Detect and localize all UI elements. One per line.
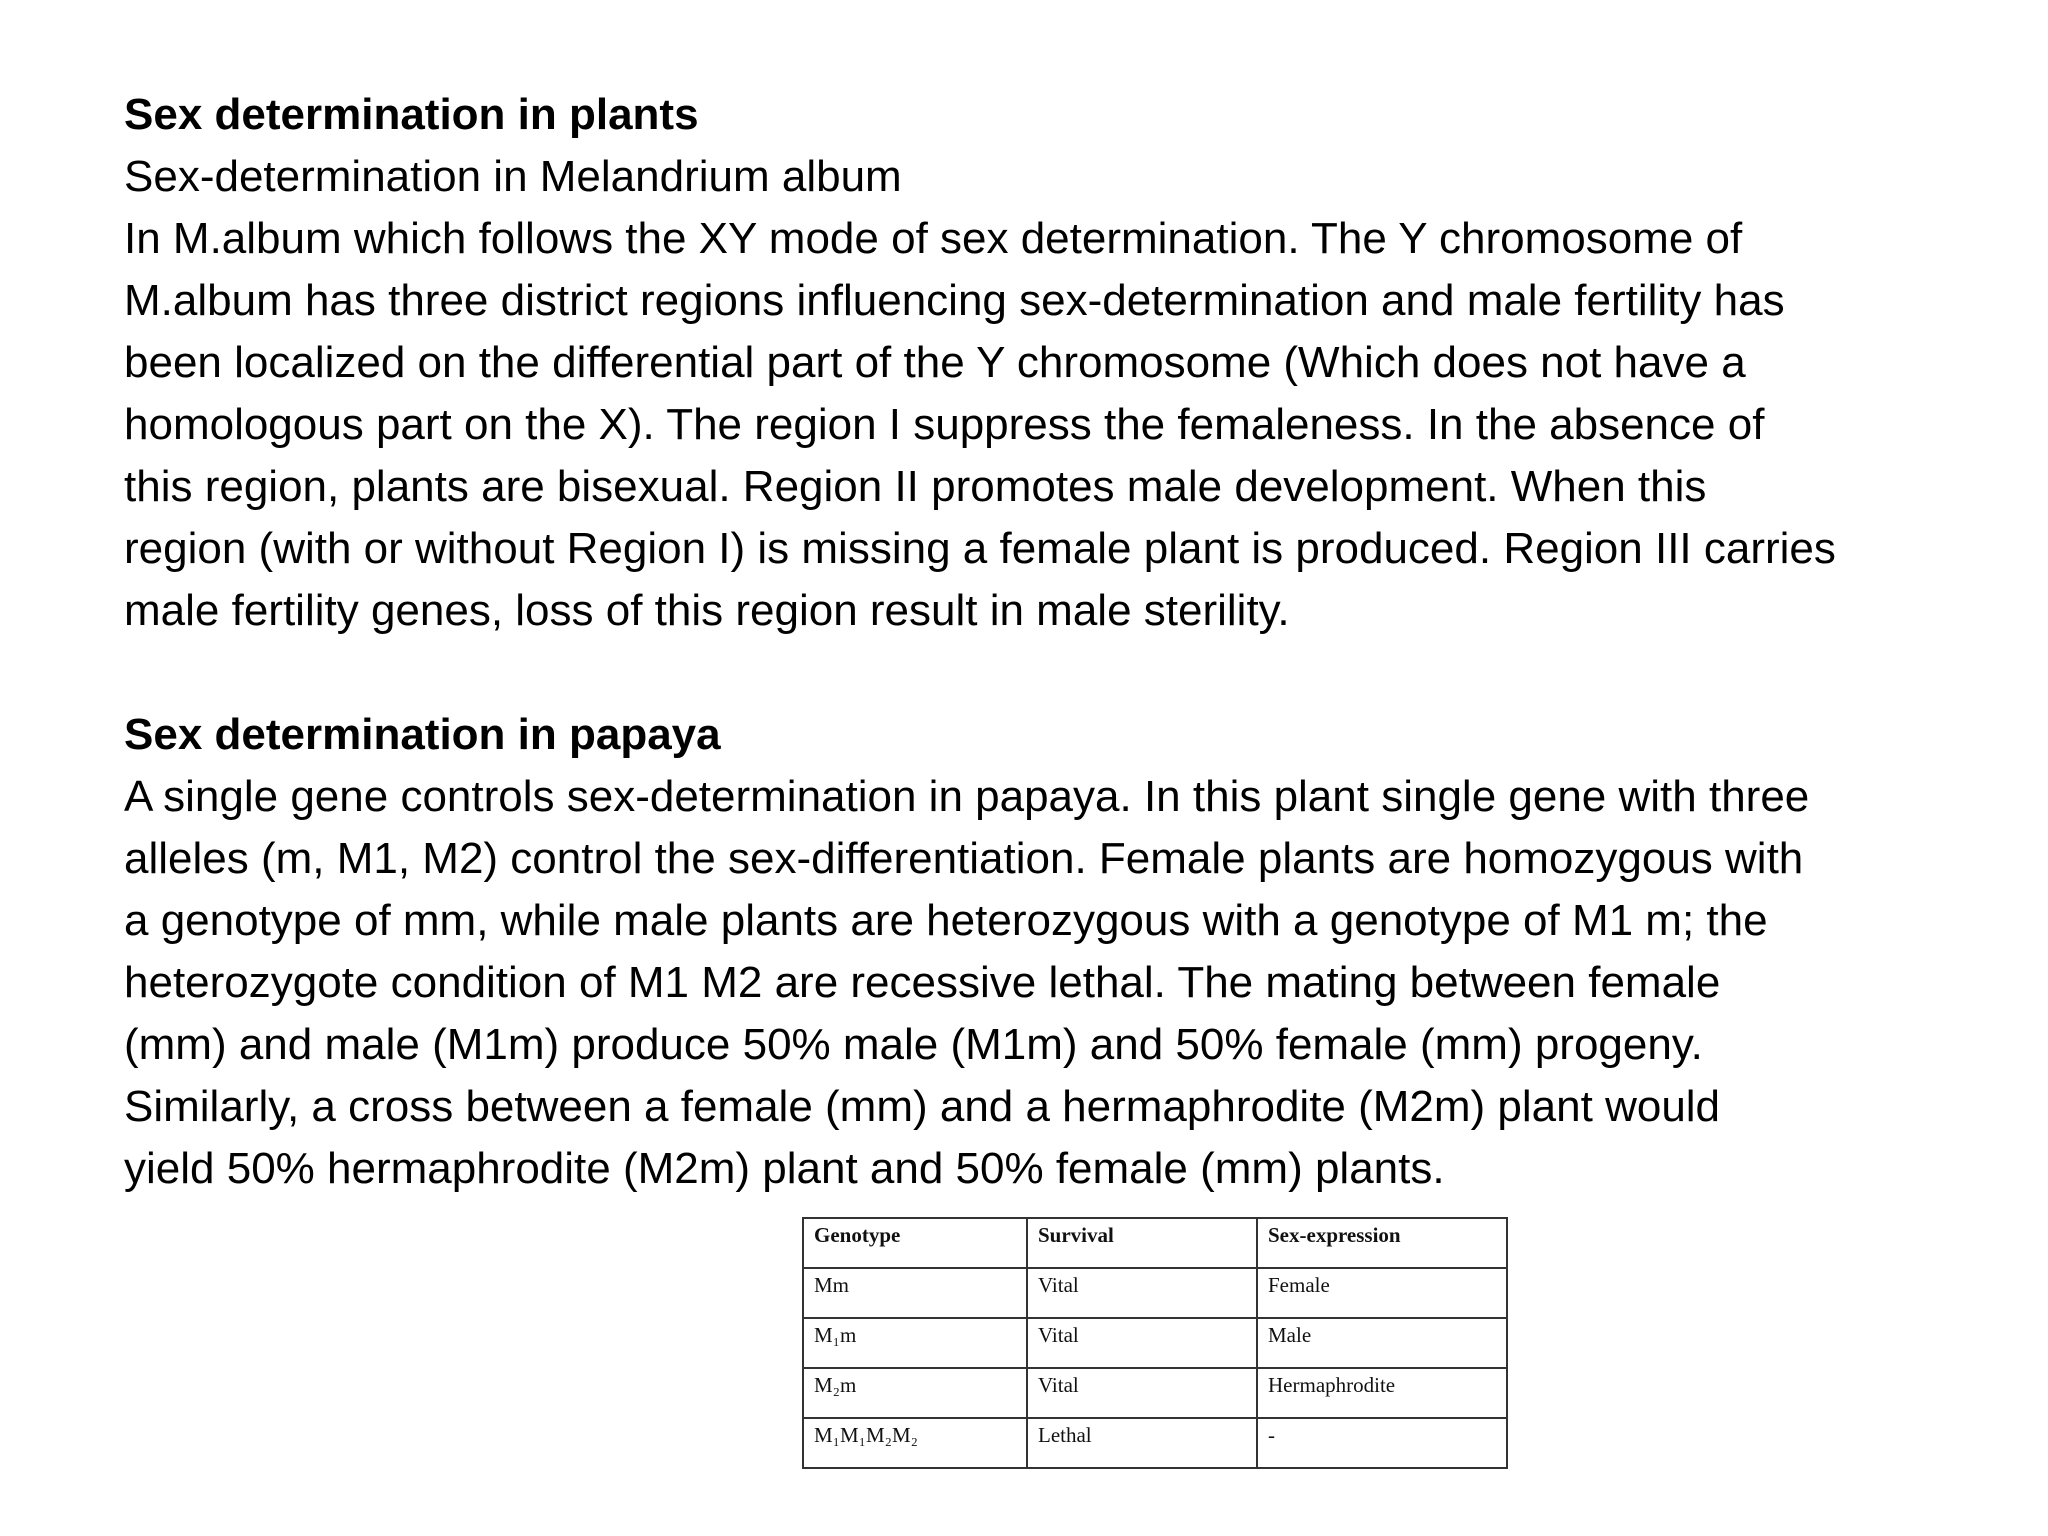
- genotype-table-container: [802, 1217, 1508, 1469]
- table-row: [803, 1268, 1507, 1318]
- table-cell: Hermaphrodite: [1257, 1368, 1507, 1418]
- text-line: Sex-determination in Melandrium album: [124, 152, 902, 201]
- table-header-survival: Survival: [1027, 1218, 1257, 1268]
- section-heading-papaya: Sex determination in papaya: [124, 710, 721, 759]
- section-heading-plants: Sex determination in plants: [124, 90, 699, 139]
- table-header-sex-expression: Sex-expression: [1257, 1218, 1507, 1268]
- text-line: been localized on the differential part of the Y chromosome (Which does not have a: [124, 338, 1746, 387]
- table-cell: Lethal: [1027, 1418, 1257, 1468]
- table-cell: Vital: [1027, 1368, 1257, 1418]
- text-line: heterozygote condition of M1 M2 are recessive lethal. The mating between female: [124, 958, 1721, 1007]
- table-cell: -: [1257, 1418, 1507, 1468]
- table-cell: Vital: [1027, 1268, 1257, 1318]
- text-line: male fertility genes, loss of this region result in male sterility.: [124, 586, 1290, 635]
- table-header-genotype: Genotype: [803, 1218, 1027, 1268]
- genotype-table: [802, 1217, 1508, 1469]
- text-line: M.album has three district regions influencing sex-determination and male fertility has: [124, 276, 1785, 325]
- text-line: a genotype of mm, while male plants are heterozygous with a genotype of M1 m; the: [124, 896, 1768, 945]
- table-row: [803, 1418, 1507, 1468]
- slide-content: [124, 84, 1984, 1200]
- table-cell: Female: [1257, 1268, 1507, 1318]
- text-line: Similarly, a cross between a female (mm) and a hermaphrodite (M2m) plant would: [124, 1082, 1721, 1131]
- text-line: In M.album which follows the XY mode of sex determination. The Y chromosome of: [124, 214, 1743, 263]
- text-line: yield 50% hermaphrodite (M2m) plant and 50% female (mm) plants.: [124, 1144, 1445, 1193]
- table-row: [803, 1368, 1507, 1418]
- paragraph-gap: [124, 642, 1984, 704]
- table-header-row: [803, 1218, 1507, 1268]
- table-row: [803, 1318, 1507, 1368]
- text-line: this region, plants are bisexual. Region II promotes male development. When this: [124, 462, 1707, 511]
- table-cell: M₂m: [803, 1368, 1027, 1418]
- table-cell: M₁m: [803, 1318, 1027, 1368]
- text-line: alleles (m, M1, M2) control the sex-differentiation. Female plants are homozygous with: [124, 834, 1804, 883]
- table-cell: M₁M₁M₂M₂: [803, 1418, 1027, 1468]
- text-line: A single gene controls sex-determination in papaya. In this plant single gene with three: [124, 772, 1810, 821]
- table-cell: Mm: [803, 1268, 1027, 1318]
- text-line: region (with or without Region I) is missing a female plant is produced. Region III carries: [124, 524, 1836, 573]
- text-line: (mm) and male (M1m) produce 50% male (M1m) and 50% female (mm) progeny.: [124, 1020, 1703, 1069]
- text-line: homologous part on the X). The region I suppress the femaleness. In the absence of: [124, 400, 1765, 449]
- table-cell: Vital: [1027, 1318, 1257, 1368]
- table-cell: Male: [1257, 1318, 1507, 1368]
